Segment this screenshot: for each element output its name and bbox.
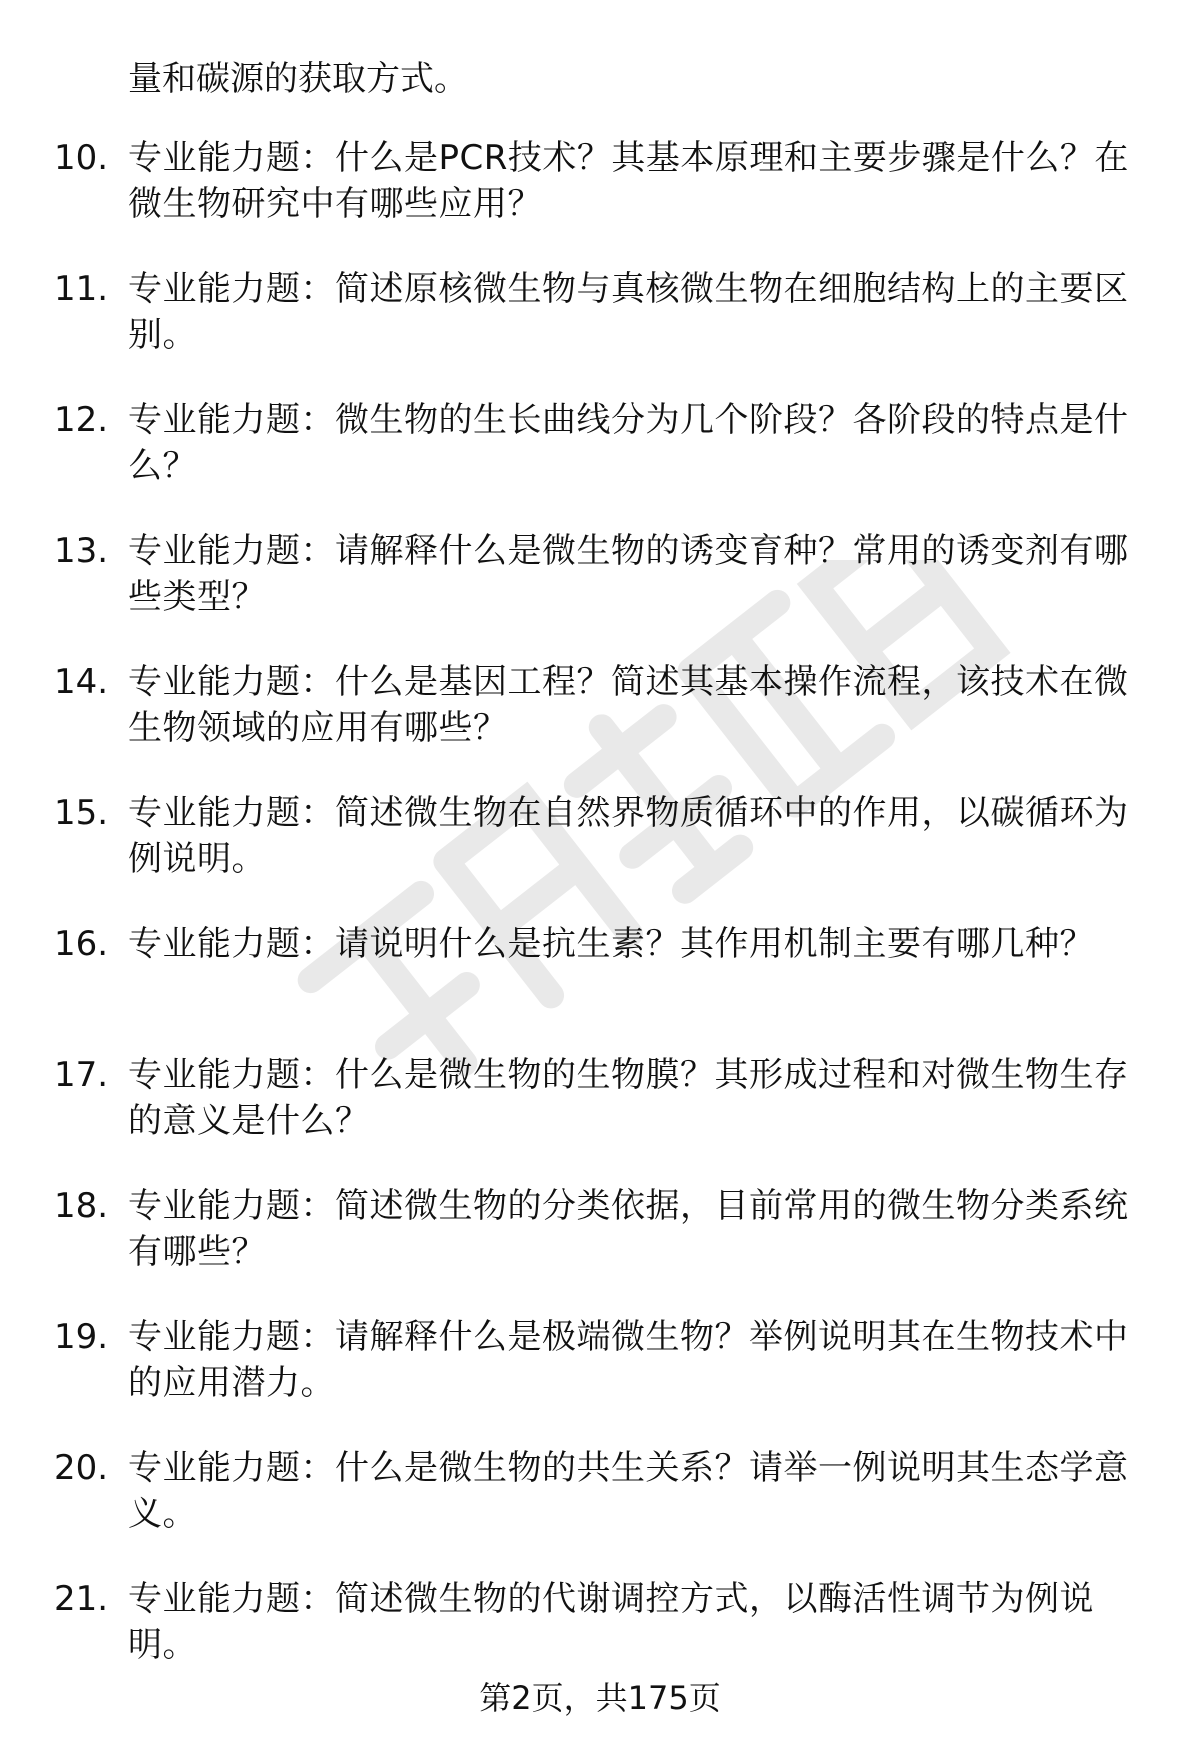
question-number: 14. [54,662,109,702]
question-item [0,1314,1200,1445]
question-text: 专业能力题：什么是微生物的生物膜？其形成过程和对微生物生存的意义是什么？ [128,1055,1129,1141]
question-number: 15. [54,793,109,833]
question-text: 专业能力题：什么是PCR技术？其基本原理和主要步骤是什么？在微生物研究中有哪些应用？ [128,138,1129,224]
question-list [0,135,1200,1707]
question-text: 专业能力题：简述微生物在自然界物质循环中的作用，以碳循环为例说明。 [128,793,1129,879]
question-number: 21. [54,1579,109,1619]
question-number: 12. [54,400,109,440]
question-item [0,659,1200,790]
question-number: 19. [54,1317,109,1357]
question-number: 17. [54,1055,109,1095]
question-item [0,266,1200,397]
question-item [0,528,1200,659]
question-number: 13. [54,531,109,571]
question-text: 专业能力题：简述微生物的分类依据，目前常用的微生物分类系统有哪些？ [128,1186,1129,1272]
question-item [0,790,1200,921]
question-number: 11. [54,269,109,309]
question-item [0,397,1200,528]
question-item [0,1052,1200,1183]
question-text: 专业能力题：什么是微生物的共生关系？请举一例说明其生态学意义。 [128,1448,1129,1534]
page-footer: 第2页，共175页 [479,1679,721,1717]
question-number: 20. [54,1448,109,1488]
question-text: 专业能力题：简述原核微生物与真核微生物在细胞结构上的主要区别。 [128,269,1129,355]
question-item [0,1445,1200,1576]
question-item [0,921,1200,1052]
question-item [0,135,1200,266]
question-number: 18. [54,1186,109,1226]
question-number: 16. [54,924,109,964]
question-number: 10. [54,138,109,178]
question-text: 专业能力题：请解释什么是微生物的诱变育种？常用的诱变剂有哪些类型？ [128,531,1129,617]
question-text: 专业能力题：微生物的生长曲线分为几个阶段？各阶段的特点是什么？ [128,400,1129,486]
question-text: 专业能力题：简述微生物的代谢调控方式，以酶活性调节为例说明。 [128,1579,1094,1665]
question-text: 专业能力题：请解释什么是极端微生物？举例说明其在生物技术中的应用潜力。 [128,1317,1129,1403]
question-text: 专业能力题：请说明什么是抗生素？其作用机制主要有哪几种？ [128,924,1094,964]
question-text: 专业能力题：什么是基因工程？简述其基本操作流程，该技术在微生物领域的应用有哪些？ [128,662,1129,748]
question-item [0,1183,1200,1314]
continuation-text: 量和碳源的获取方式。 [128,59,468,99]
